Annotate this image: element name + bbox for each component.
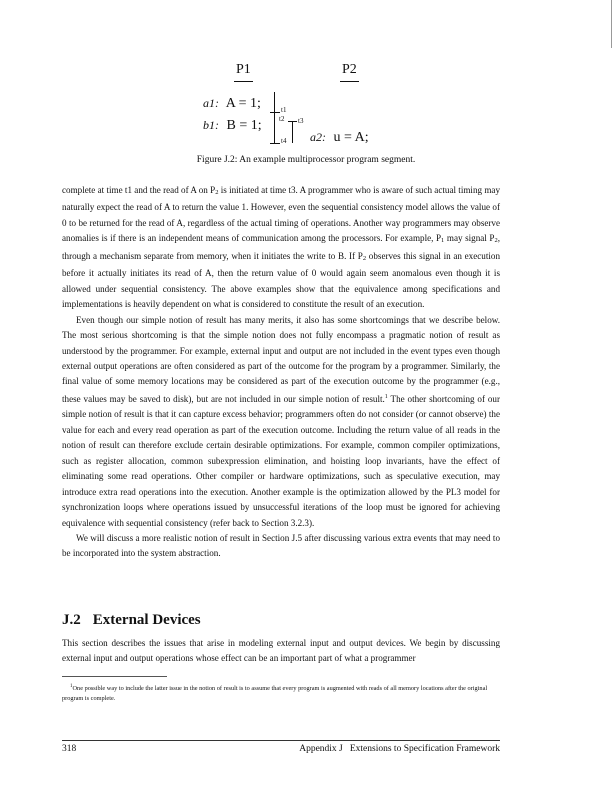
t2-label: t2 bbox=[279, 115, 285, 123]
paragraph-1 bbox=[62, 183, 500, 313]
statement-a2-label: a2: bbox=[310, 130, 326, 144]
footnote-text: One possible way to include the latter issue in the notion of result is to assume that every program is augmented with reads of all memory locations after the original program is complete. bbox=[62, 685, 488, 702]
p2-label: P2 bbox=[342, 62, 357, 77]
figure-j2 bbox=[0, 0, 612, 180]
p1-text-5: observes this signal in an execution before it actually initiates its read of A, then the return value of 0 would again seem anomalous even though it is allowed under sequential consistency. The above examples show that the equivalence among specifications and implementations is heavily dependent on what is considered to constitute the result of an execution. bbox=[62, 250, 500, 310]
p1-text-1: complete at time t1 and the read of A on P bbox=[62, 185, 216, 195]
section-number: J.2 bbox=[62, 612, 81, 628]
section-title: External Devices bbox=[92, 612, 201, 628]
p1-timeline-top bbox=[274, 92, 275, 112]
paragraph-3: We will discuss a more realistic notion of result in Section J.5 after discussing various extra events that may need to be incorporated into the system abstraction. bbox=[62, 532, 500, 559]
paragraph-2 bbox=[62, 313, 500, 531]
p1-sub-2: 1 bbox=[441, 237, 445, 245]
t3-label: t3 bbox=[298, 117, 304, 125]
p1-text-4: , through a mechanism separate from memory, when it initiates the write to B. If P bbox=[62, 233, 500, 261]
footnote-rule bbox=[62, 676, 167, 677]
p1-text-2: is initiated at time t3. A programmer who is aware of such actual timing may naturally expect the read of A to return the value 1. However, even the sequential consistency model allows the value of 0 to be returned for the read of A, regardless of the actual timing of operations. Another way programmers may observe anomalies is if there is an independent means of communication among the processors. For example, P bbox=[62, 185, 500, 244]
p1-timeline-bottom bbox=[274, 113, 275, 143]
t1-tick bbox=[270, 112, 280, 113]
statement-b1 bbox=[203, 118, 262, 134]
statement-a1-label: a1: bbox=[203, 96, 219, 110]
section-text bbox=[62, 636, 500, 667]
p2-timeline bbox=[292, 121, 293, 143]
statement-a1-code: A = 1; bbox=[225, 96, 261, 111]
statement-a1 bbox=[203, 96, 261, 112]
statement-a2 bbox=[310, 130, 369, 146]
p1-sub-3: 2 bbox=[494, 237, 498, 245]
p2-header bbox=[342, 62, 357, 78]
p1-underline bbox=[234, 81, 253, 82]
footnote-mark: 1 bbox=[70, 684, 73, 689]
p1-text-3: may signal P bbox=[444, 233, 495, 244]
footnote-ref-1: 1 bbox=[384, 393, 388, 400]
section-heading bbox=[62, 612, 201, 629]
running-head: Appendix J Extensions to Specification Framework bbox=[299, 744, 500, 754]
p1-label: P1 bbox=[236, 62, 251, 77]
statement-b1-label: b1: bbox=[203, 118, 219, 132]
statement-a2-code: u = A; bbox=[333, 130, 369, 145]
p2-text-1: Even though our simple notion of result has many merits, it also has some shortcomings that we describe below. The most serious shortcoming is that the simple notion does not fully encompass a pragmatic notion of result as understood by the programmer. For example, external input and output are not included in the event types even though external output operations are often considered as part of the outcome for the program by a programmer. Similarly, the final value of some memory locations may be considered as part of the execution outcome by the programmer (e.g., these values may be saved to disk), but are not included in our simple notion of result. bbox=[62, 314, 500, 404]
page-number: 318 bbox=[62, 744, 77, 754]
p2-underline bbox=[340, 81, 359, 82]
t1-label: t1 bbox=[281, 106, 287, 114]
footer-rule bbox=[62, 740, 500, 741]
p2-text-2: The other shortcoming of our simple notion of result is that it can capture excess behavior; programmers often do not consider (or cannot observe) the value for each and every read operation as part of the execution outcome. Including the return value of all reads in the notion of result can therefore exclude certain desirable optimizations. For example, common compiler optimizations, such as register allocation, common subexpression elimination, and hoisting loop invariants, have the effect of eliminating some read operations. Other compiler or hardware optimizations, such as speculative execution, may introduce extra read operations into the execution. Another example is the optimization allowed by the PL3 model for synchronization loops where operations issued by unsuccessful iterations of the loop must be ignored for achieving equivalence with sequential consistency (refer back to Section 3.2.3). bbox=[62, 393, 500, 528]
body-text bbox=[62, 183, 500, 562]
section-paragraph: This section describes the issues that arise in modeling external input and output devices. We begin by discussing external input and output operations whose effect can be an important part of what a programmer bbox=[62, 638, 500, 664]
p1-sub-1: 2 bbox=[215, 189, 219, 196]
t4-label: t4 bbox=[281, 137, 287, 145]
figure-caption: Figure J.2: An example multiprocessor program segment. bbox=[196, 155, 416, 165]
footnote bbox=[62, 682, 500, 703]
p1-sub-4: 2 bbox=[362, 254, 367, 262]
p1-header bbox=[236, 62, 251, 78]
statement-b1-code: B = 1; bbox=[226, 118, 262, 133]
t4-tick bbox=[270, 143, 280, 144]
